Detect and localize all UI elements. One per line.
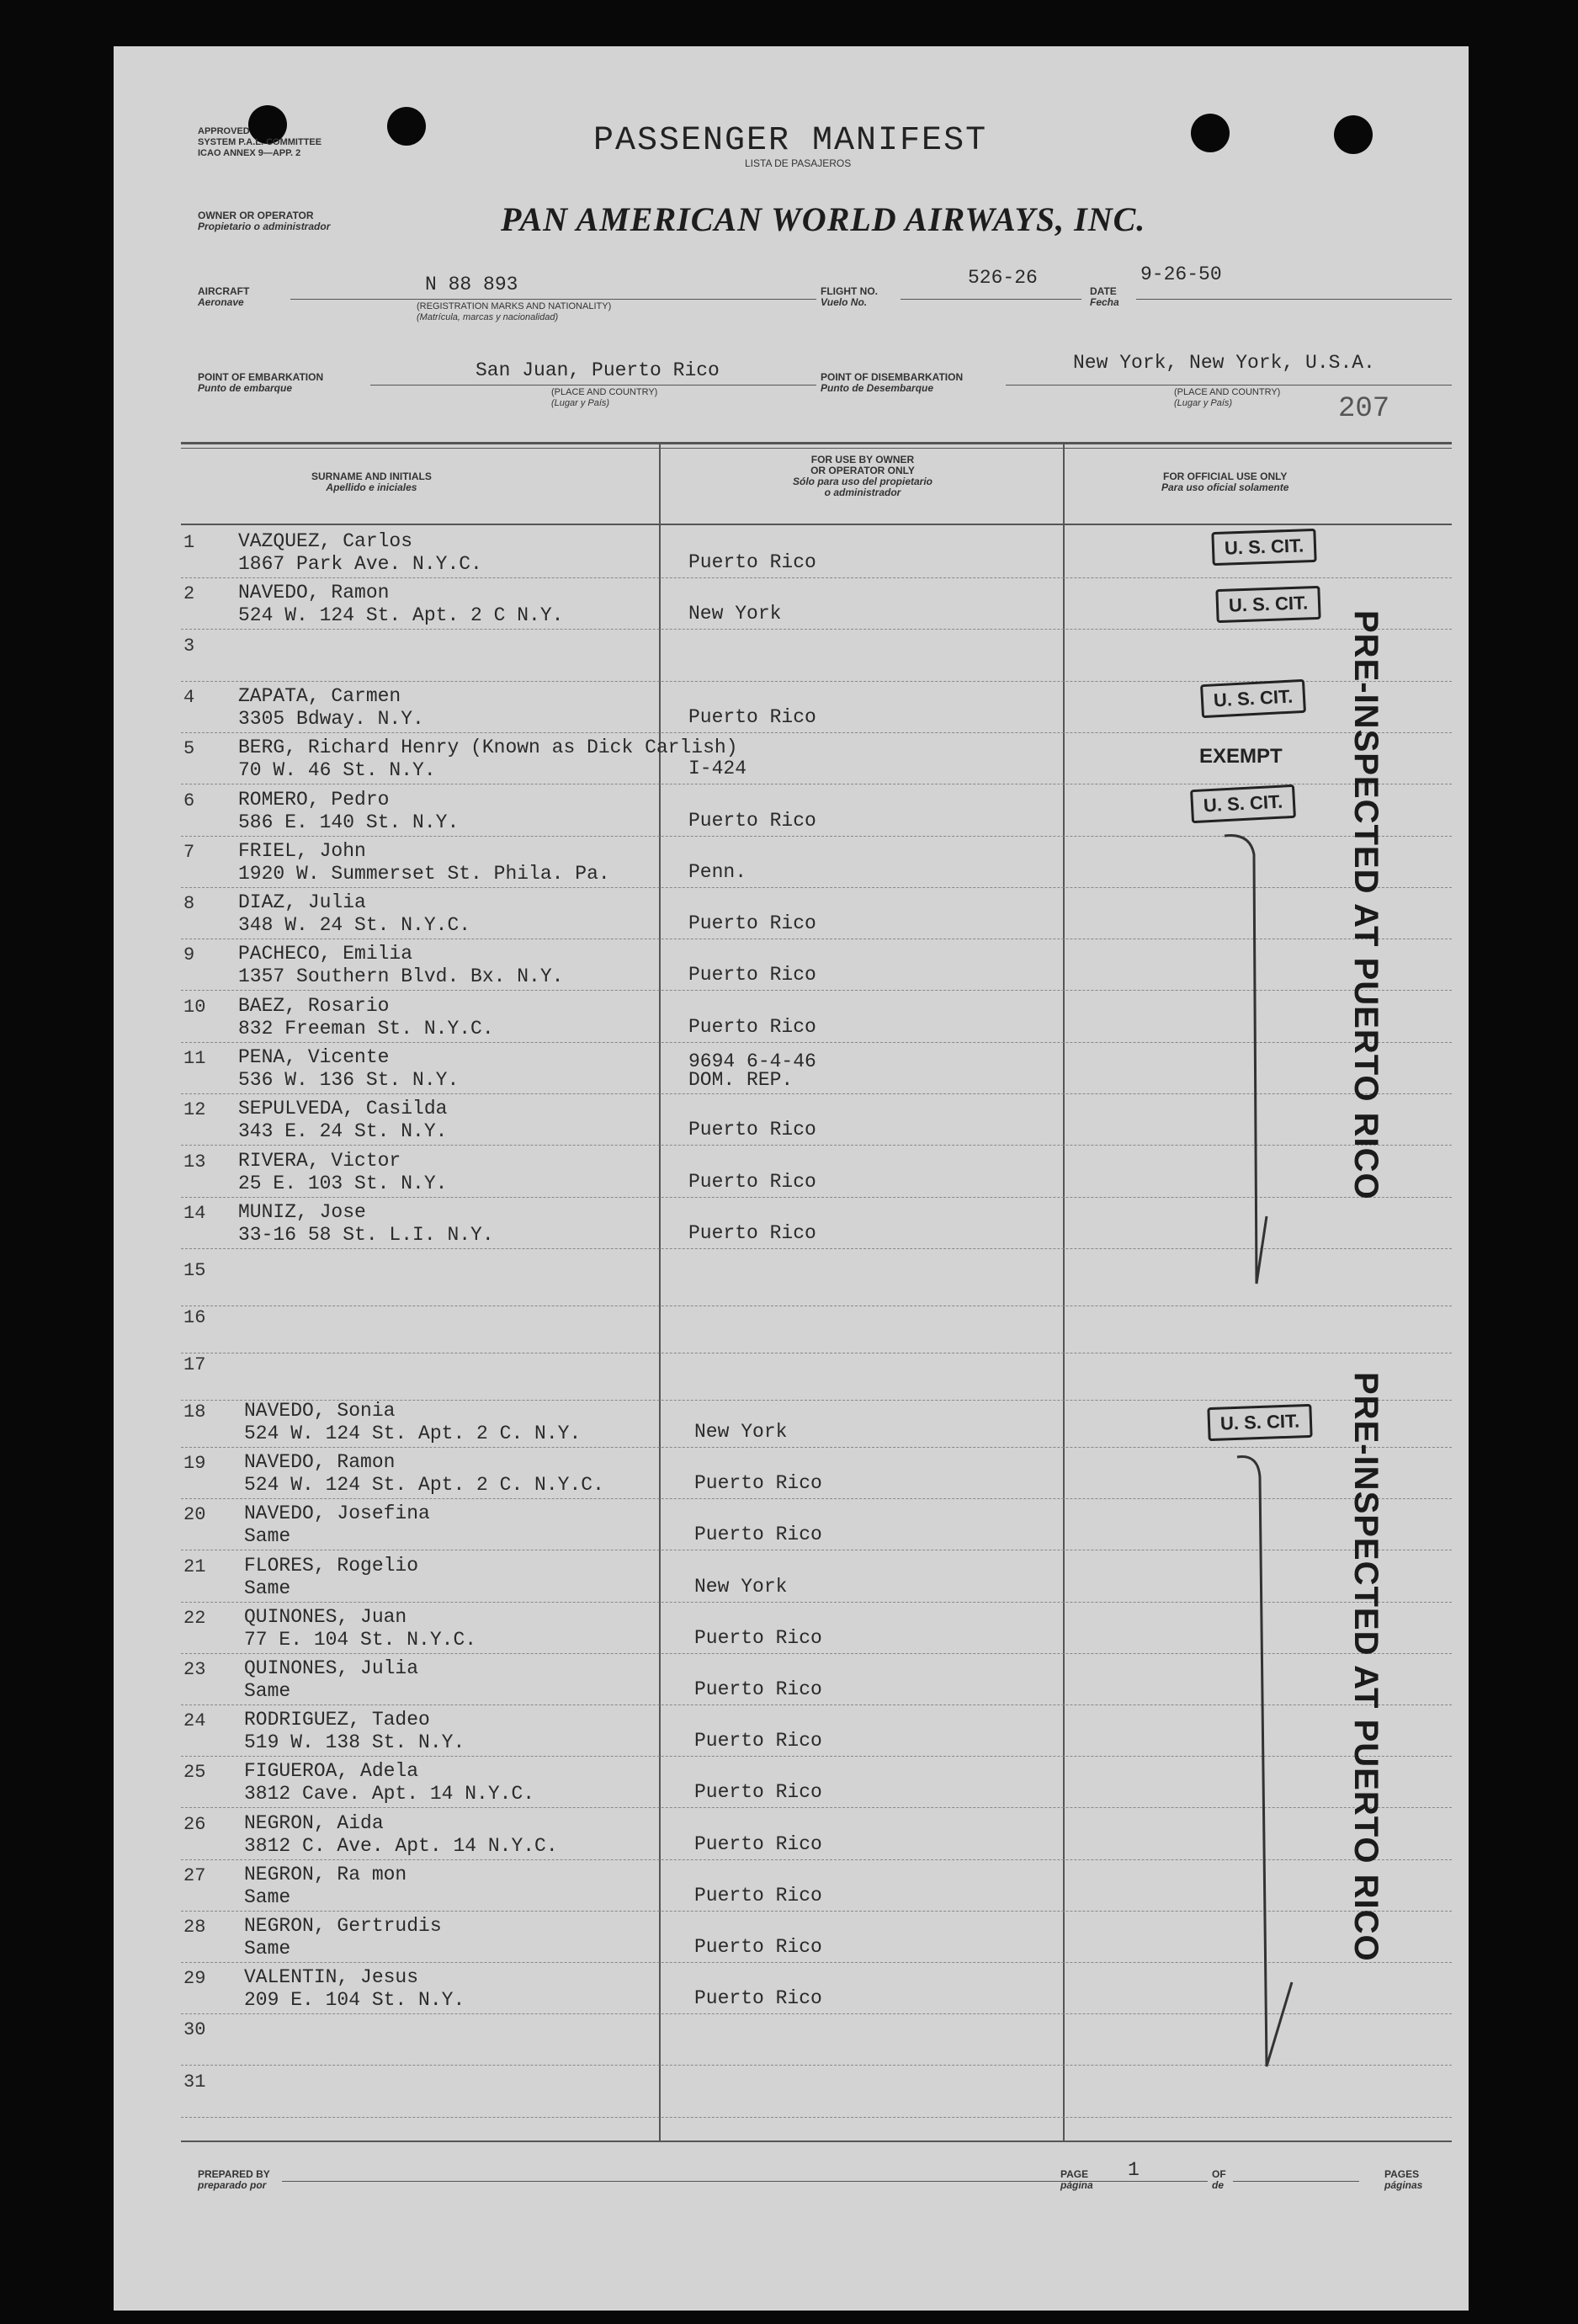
owner-use-entry: New York bbox=[694, 1421, 788, 1443]
aircraft-value: N 88 893 bbox=[425, 274, 518, 295]
table-top-rule bbox=[181, 442, 1452, 444]
passenger-name: VAZQUEZ, Carlos bbox=[238, 530, 413, 552]
page-line bbox=[1102, 2181, 1208, 2182]
owner-use-entry: New York bbox=[688, 603, 782, 625]
passenger-name: NAVEDO, Ramon bbox=[244, 1451, 396, 1473]
passenger-name: PENA, Vicente bbox=[238, 1046, 390, 1068]
passenger-address: 524 W. 124 St. Apt. 2 C N.Y. bbox=[238, 604, 564, 626]
owner-use-entry: Puerto Rico bbox=[688, 964, 816, 986]
owner-use-entry: Puerto Rico bbox=[688, 551, 816, 573]
owner-use-entry: New York bbox=[694, 1576, 788, 1598]
owner-label: OWNER OR OPERATOR Propietario o administrador bbox=[198, 210, 331, 232]
passenger-address: Same bbox=[244, 1680, 291, 1702]
passenger-name: ROMERO, Pedro bbox=[238, 789, 390, 811]
owner-use-entry: Puerto Rico bbox=[688, 1222, 816, 1244]
row-number: 2 bbox=[183, 583, 195, 604]
passenger-name: DIAZ, Julia bbox=[238, 891, 366, 913]
passenger-address: Same bbox=[244, 1886, 291, 1908]
row-number: 23 bbox=[183, 1659, 206, 1680]
passenger-address: 586 E. 140 St. N.Y. bbox=[238, 811, 460, 833]
column-divider bbox=[659, 444, 661, 2141]
row-number: 21 bbox=[183, 1556, 206, 1577]
passenger-address: 1867 Park Ave. N.Y.C. bbox=[238, 553, 482, 575]
row-number: 9 bbox=[183, 944, 195, 965]
prepared-by-label: PREPARED BY preparado por bbox=[198, 2168, 270, 2191]
owner-use-entry: Puerto Rico bbox=[694, 1987, 822, 2009]
passenger-name: NEGRON, Aida bbox=[244, 1812, 384, 1834]
row-divider bbox=[181, 1447, 1452, 1448]
row-number: 26 bbox=[183, 1814, 206, 1835]
aircraft-label: AIRCRAFT Aeronave bbox=[198, 285, 250, 308]
passenger-name: QUINONES, Juan bbox=[244, 1606, 407, 1628]
us-cit-stamp: U. S. CIT. bbox=[1200, 679, 1306, 718]
passenger-address: 3812 Cave. Apt. 14 N.Y.C. bbox=[244, 1783, 535, 1805]
passenger-address: Same bbox=[244, 1525, 291, 1547]
passenger-name: ZAPATA, Carmen bbox=[238, 685, 401, 707]
row-number: 10 bbox=[183, 997, 206, 1018]
owner-use-entry: Puerto Rico bbox=[694, 1678, 822, 1700]
passenger-address: 3305 Bdway. N.Y. bbox=[238, 708, 424, 730]
passenger-address: 209 E. 104 St. N.Y. bbox=[244, 1989, 465, 2011]
page-title: PASSENGER MANIFEST bbox=[593, 122, 988, 160]
passenger-address: 348 W. 24 St. N.Y.C. bbox=[238, 914, 471, 936]
row-number: 13 bbox=[183, 1151, 206, 1173]
passenger-address: 3812 C. Ave. Apt. 14 N.Y.C. bbox=[244, 1835, 558, 1857]
aircraft-line bbox=[290, 299, 816, 300]
preinspected-stamp: PRE-INSPECTED AT PUERTO RICO bbox=[1347, 610, 1384, 1200]
owner-use-entry: Puerto Rico bbox=[688, 912, 816, 934]
flight-label: FLIGHT NO. Vuelo No. bbox=[821, 285, 878, 308]
row-number: 4 bbox=[183, 687, 195, 708]
passenger-name: FIGUEROA, Adela bbox=[244, 1760, 419, 1782]
page-value: 1 bbox=[1128, 2159, 1140, 2181]
manifest-document bbox=[114, 46, 1469, 2311]
row-divider bbox=[181, 629, 1452, 630]
owner-use-entry: Puerto Rico bbox=[694, 1885, 822, 1907]
approval-line: ICAO ANNEX 9—APP. 2 bbox=[198, 148, 301, 158]
owner-use-entry: Puerto Rico bbox=[694, 1730, 822, 1752]
disembark-line bbox=[1006, 385, 1452, 386]
place-caption: (PLACE AND COUNTRY) (Lugar y País) bbox=[551, 387, 658, 408]
passenger-name: SEPULVEDA, Casilda bbox=[238, 1098, 448, 1119]
embark-line bbox=[370, 385, 816, 386]
of-line bbox=[1233, 2181, 1359, 2182]
approval-line: APPROVED bbox=[198, 126, 250, 136]
row-number: 19 bbox=[183, 1453, 206, 1474]
page-number-stamp: 207 bbox=[1338, 393, 1390, 425]
passenger-address: 1357 Southern Blvd. Bx. N.Y. bbox=[238, 965, 564, 987]
passenger-name: QUINONES, Julia bbox=[244, 1657, 419, 1679]
passenger-address: 70 W. 46 St. N.Y. bbox=[238, 759, 436, 781]
row-divider bbox=[181, 2117, 1452, 2118]
passenger-address: 33-16 58 St. L.I. N.Y. bbox=[238, 1224, 494, 1246]
passenger-address: 1920 W. Summerset St. Phila. Pa. bbox=[238, 863, 610, 885]
row-number: 25 bbox=[183, 1762, 206, 1783]
owner-use-entry: 9694 6-4-46 bbox=[688, 1050, 816, 1072]
owner-use-entry: Penn. bbox=[688, 861, 747, 883]
passenger-name: NAVEDO, Sonia bbox=[244, 1400, 396, 1422]
page-subtitle: LISTA DE PASAJEROS bbox=[745, 157, 852, 169]
passenger-name: BAEZ, Rosario bbox=[238, 995, 390, 1017]
passenger-name: MUNIZ, Jose bbox=[238, 1201, 366, 1223]
exempt-stamp: EXEMPT bbox=[1199, 745, 1283, 768]
passenger-address: 832 Freeman St. N.Y.C. bbox=[238, 1018, 494, 1040]
passenger-name: PACHECO, Emilia bbox=[238, 943, 413, 965]
embark-label: POINT OF EMBARKATION Punto de embarque bbox=[198, 371, 324, 394]
row-number: 14 bbox=[183, 1203, 206, 1224]
passenger-address: Same bbox=[244, 1938, 291, 1960]
row-number: 29 bbox=[183, 1968, 206, 1989]
passenger-name: RIVERA, Victor bbox=[238, 1150, 401, 1172]
table-header-rule bbox=[181, 524, 1452, 525]
disembark-label: POINT OF DISEMBARKATION Punto de Desembarque bbox=[821, 371, 964, 394]
column-header-surname: SURNAME AND INITIALS Apellido e iniciales bbox=[311, 471, 432, 493]
passenger-name: FLORES, Rogelio bbox=[244, 1555, 419, 1577]
us-cit-stamp: U. S. CIT. bbox=[1207, 1404, 1312, 1441]
owner-use-entry: Puerto Rico bbox=[694, 1627, 822, 1649]
owner-use-entry: Puerto Rico bbox=[688, 810, 816, 832]
row-number: 15 bbox=[183, 1260, 206, 1281]
owner-use-entry: Puerto Rico bbox=[694, 1524, 822, 1545]
row-number: 12 bbox=[183, 1099, 206, 1120]
passenger-address: 536 W. 136 St. N.Y. bbox=[238, 1069, 460, 1091]
row-number: 20 bbox=[183, 1504, 206, 1525]
approval-note bbox=[198, 126, 321, 159]
row-number: 24 bbox=[183, 1710, 206, 1731]
punch-hole bbox=[387, 107, 426, 146]
date-line bbox=[1136, 299, 1452, 300]
passenger-address: Same bbox=[244, 1577, 291, 1599]
row-divider bbox=[181, 732, 1452, 733]
row-divider bbox=[181, 577, 1452, 578]
owner-use-entry: Puerto Rico bbox=[688, 1016, 816, 1038]
column-header-owner: FOR USE BY OWNER OR OPERATOR ONLY Sólo para uso del propietario o administrador bbox=[792, 454, 933, 498]
place-caption: (PLACE AND COUNTRY) (Lugar y País) bbox=[1174, 387, 1281, 408]
passenger-address: 343 E. 24 St. N.Y. bbox=[238, 1120, 448, 1142]
row-number: 8 bbox=[183, 893, 195, 914]
owner-value: PAN AMERICAN WORLD AIRWAYS, INC. bbox=[501, 200, 1146, 238]
row-number: 11 bbox=[183, 1048, 206, 1069]
passenger-name: VALENTIN, Jesus bbox=[244, 1966, 419, 1988]
owner-use-entry: Puerto Rico bbox=[688, 1119, 816, 1141]
us-cit-stamp: U. S. CIT. bbox=[1215, 586, 1320, 623]
date-label: DATE Fecha bbox=[1090, 285, 1119, 308]
row-number: 28 bbox=[183, 1917, 206, 1938]
date-value: 9-26-50 bbox=[1140, 263, 1222, 285]
owner-use-entry: Puerto Rico bbox=[688, 1171, 816, 1193]
owner-use-entry: I-424 bbox=[688, 758, 747, 779]
prepared-line bbox=[282, 2181, 1107, 2182]
row-number: 1 bbox=[183, 532, 195, 553]
owner-use-entry: Puerto Rico bbox=[694, 1472, 822, 1494]
passenger-name: NEGRON, Gertrudis bbox=[244, 1915, 442, 1937]
approval-line: SYSTEM P.A.L. COMMITTEE bbox=[198, 137, 322, 147]
punch-hole bbox=[1334, 115, 1373, 154]
passenger-name: NEGRON, Ra mon bbox=[244, 1864, 407, 1885]
passenger-name: RODRIGUEZ, Tadeo bbox=[244, 1709, 430, 1731]
of-label: OF de bbox=[1212, 2168, 1226, 2191]
embark-value: San Juan, Puerto Rico bbox=[476, 359, 720, 381]
flight-value: 526-26 bbox=[968, 267, 1038, 289]
row-number: 7 bbox=[183, 842, 195, 863]
table-top-rule-2 bbox=[181, 448, 1452, 449]
owner-use-entry: Puerto Rico bbox=[694, 1781, 822, 1803]
row-number: 3 bbox=[183, 636, 195, 657]
passenger-address: 519 W. 138 St. N.Y. bbox=[244, 1731, 465, 1753]
passenger-name: NAVEDO, Josefina bbox=[244, 1502, 430, 1524]
pages-label: PAGES páginas bbox=[1384, 2168, 1423, 2191]
passenger-address: 524 W. 124 St. Apt. 2 C. N.Y. bbox=[244, 1423, 582, 1444]
row-number: 27 bbox=[183, 1865, 206, 1886]
table-bottom-rule bbox=[181, 2141, 1452, 2142]
pencil-bracket bbox=[1216, 829, 1292, 1300]
owner-use-entry: Puerto Rico bbox=[694, 1833, 822, 1855]
passenger-name: FRIEL, John bbox=[238, 840, 366, 862]
preinspected-stamp: PRE-INSPECTED AT PUERTO RICO bbox=[1347, 1372, 1384, 1962]
row-number: 31 bbox=[183, 2071, 206, 2093]
disembark-value: New York, New York, U.S.A. bbox=[1073, 352, 1375, 374]
row-number: 5 bbox=[183, 738, 195, 759]
passenger-name: BERG, Richard Henry (Known as Dick Carlish) bbox=[238, 737, 738, 758]
flight-line bbox=[901, 299, 1081, 300]
pencil-bracket bbox=[1225, 1452, 1300, 2083]
owner-use-entry-line2: DOM. REP. bbox=[688, 1069, 794, 1091]
row-number: 16 bbox=[183, 1307, 206, 1328]
us-cit-stamp: U. S. CIT. bbox=[1211, 529, 1316, 566]
row-number: 6 bbox=[183, 790, 195, 811]
column-header-official: FOR OFFICIAL USE ONLY Para uso oficial solamente bbox=[1161, 471, 1289, 493]
page-label: PAGE página bbox=[1060, 2168, 1093, 2191]
row-number: 30 bbox=[183, 2019, 206, 2040]
passenger-address: 25 E. 103 St. N.Y. bbox=[238, 1173, 448, 1194]
owner-use-entry: Puerto Rico bbox=[688, 706, 816, 728]
passenger-name: NAVEDO, Ramon bbox=[238, 582, 390, 604]
registration-caption: (REGISTRATION MARKS AND NATIONALITY) (Matrícula, marcas y nacionalidad) bbox=[417, 301, 612, 322]
row-number: 22 bbox=[183, 1608, 206, 1629]
row-number: 18 bbox=[183, 1401, 206, 1423]
passenger-address: 77 E. 104 St. N.Y.C. bbox=[244, 1629, 477, 1651]
punch-hole bbox=[1191, 114, 1230, 152]
column-divider bbox=[1063, 444, 1065, 2141]
passenger-address: 524 W. 124 St. Apt. 2 C. N.Y.C. bbox=[244, 1474, 604, 1496]
owner-use-entry: Puerto Rico bbox=[694, 1936, 822, 1958]
us-cit-stamp: U. S. CIT. bbox=[1190, 784, 1296, 823]
row-number: 17 bbox=[183, 1354, 206, 1375]
